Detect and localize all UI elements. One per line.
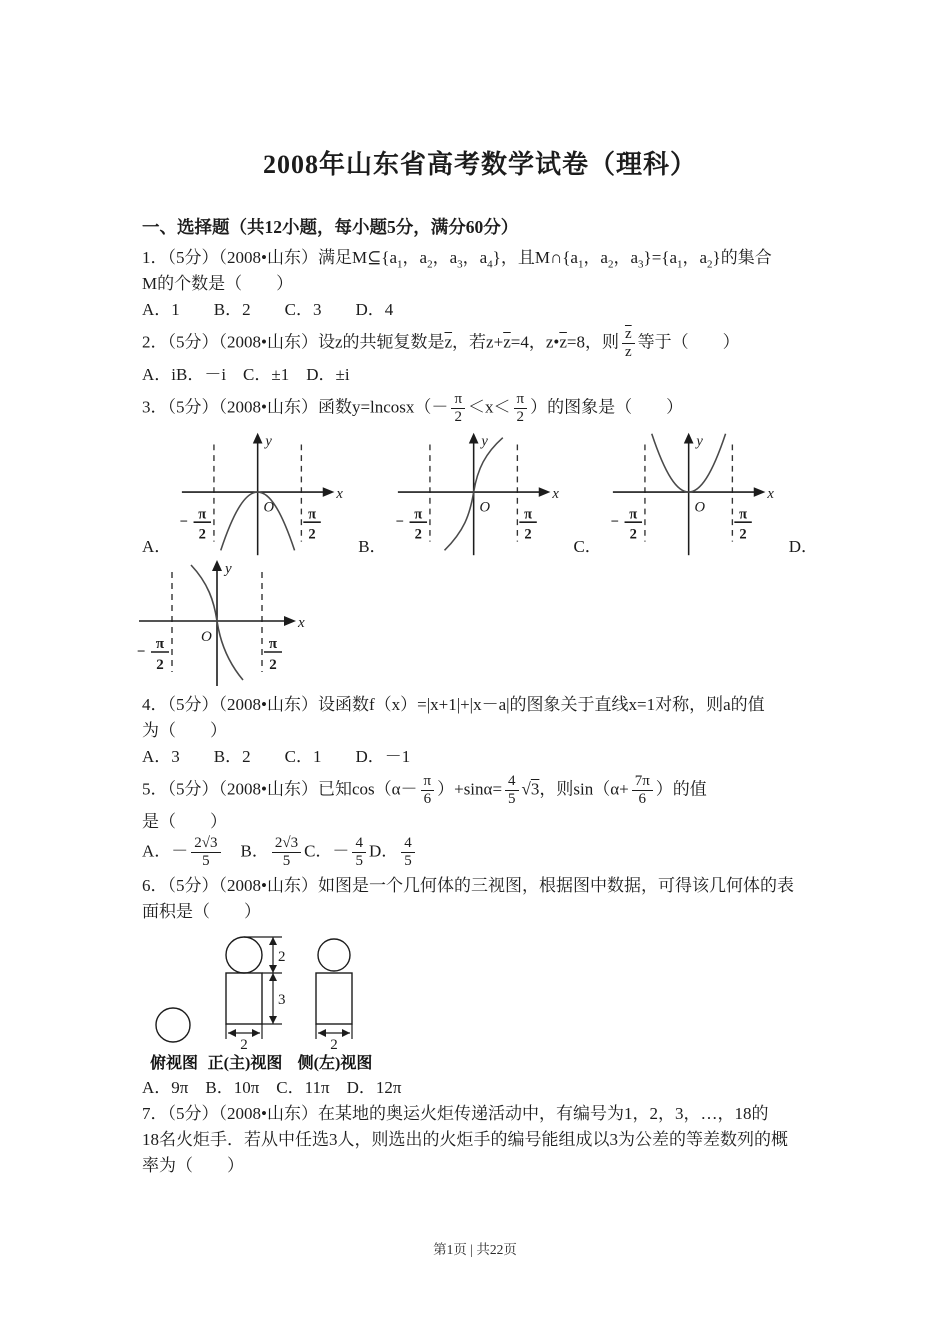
x-axis-label: x: [298, 615, 305, 631]
q3-graph-a: [178, 430, 351, 558]
origin-label: O: [479, 499, 490, 516]
two-denominator: 2: [269, 657, 277, 673]
two-denominator: 2: [739, 526, 747, 543]
minus-sign: −: [610, 514, 619, 531]
dim-front-width: 2: [240, 1037, 248, 1053]
two-denominator: 2: [156, 657, 164, 673]
pi-numerator: π: [308, 506, 317, 523]
q1-text-line1: 1．（5分）（2008•山东）满足$M⊆\{a_1$，$a_2$，$a_3$，$a_4$}，且$M\cap\{a_1$，$a_2$，$a_3\}=\{a_1$，$a_2$}的集合: [142, 248, 772, 271]
two-denominator: 2: [308, 526, 316, 543]
q6-options: A．9π B．10π C．11π D．12π: [142, 1078, 402, 1097]
side-view-caption: 侧(左)视图: [297, 1055, 373, 1072]
minus-sign: −: [136, 644, 146, 660]
dim-side-width: 2: [330, 1037, 338, 1053]
pi-numerator: π: [155, 636, 165, 652]
origin-label: O: [201, 629, 212, 645]
q2-text-line1: 2．（5分）（2008•山东）设z的共轭复数是$\overline{z}$，若$z+\overline{z}=4$，$z•\overline{z}=8$，则 $\frac{\overline{z}}{z}$ 等于（ ）: [142, 326, 740, 361]
section-1-header: 一、选择题（共12小题，每小题5分，满分60分）: [142, 217, 519, 237]
q4-text-line2: 为（ ）: [142, 721, 227, 740]
q3-choice-c-label: C．: [573, 537, 602, 556]
pi-numerator: π: [413, 506, 422, 523]
minus-sign: −: [395, 514, 404, 531]
x-axis-label: x: [551, 485, 559, 502]
pi-numerator: π: [629, 506, 638, 523]
front-view-caption: 正(主)视图: [207, 1055, 283, 1072]
page-footer: 第1页 | 共22页: [433, 1242, 517, 1257]
q5-text-line1: 5．（5分）（2008•山东）已知cos（α－ $\frac{\pi}{6}$ ）+sinα= $\frac{4}{5}$ √3，则sin（α+ $\frac{7\pi}{6}$ ）的值: [142, 773, 707, 808]
origin-label: O: [694, 499, 705, 516]
two-denominator: 2: [198, 526, 207, 543]
q7-text-line1: 7．（5分）（2008•山东）在某地的奥运火炬传递活动中，有编号为1，2，3，…，18的: [142, 1104, 769, 1123]
q6-text-line1: 6．（5分）（2008•山东）如图是一个几何体的三视图，根据图中数据，可得该几何体的表: [142, 876, 794, 895]
page-content: [136, 146, 819, 1179]
origin-label: O: [263, 499, 275, 516]
pi-numerator: π: [268, 636, 278, 652]
q7-text-line3: 率为（ ）: [142, 1156, 244, 1175]
q1-options: A．1 B．2 C．3 D．4: [142, 300, 394, 319]
top-view-circle: [156, 1008, 190, 1042]
front-view-rect: [226, 973, 262, 1024]
q3-text-line1: 3．（5分）（2008•山东）函数y=lncosx（－ $\frac{\pi}{2}$ ＜x＜ $\frac{\pi}{2}$ ）的图象是（ ）: [142, 390, 684, 425]
q4-text-line1: 4．（5分）（2008•山东）设函数f（x）=|x+1|+|x－a|的图象关于直线x=1对称，则a的值: [142, 695, 765, 714]
pi-numerator: π: [523, 506, 532, 523]
y-axis-label: y: [696, 433, 703, 450]
q4-options: A．3 B．2 C．1 D．－1: [142, 747, 411, 766]
dim-circle-height: 2: [278, 949, 286, 965]
y-axis-label: y: [480, 433, 488, 450]
dim-rect-height: 3: [278, 992, 286, 1008]
side-view-circle: [318, 939, 350, 971]
two-denominator: 2: [629, 526, 637, 543]
q6-text-line2: 面积是（ ）: [142, 902, 261, 921]
y-axis-label: y: [265, 433, 273, 450]
pi-numerator: π: [198, 506, 207, 523]
q3-graph-b: [394, 430, 567, 558]
x-axis-label: x: [336, 485, 344, 502]
q6-three-view-figure: [144, 927, 406, 1075]
top-view-caption: 俯视图: [149, 1055, 199, 1072]
q5-options: A．－ $\frac{2√3}{5}$ B． $\frac{2√3}{5}$ C．－ $\frac{4}{5}$ D． $\frac{4}{5}$: [142, 835, 818, 871]
front-view-circle: [226, 937, 262, 973]
q3-graph-c: [609, 430, 782, 558]
q2-options: A．iB．－i C．±1 D．±i: [142, 364, 350, 384]
two-denominator: 2: [523, 526, 532, 543]
pi-numerator: π: [738, 506, 747, 523]
q3-choice-d-label: D．: [788, 537, 819, 556]
q3-choice-a-label: A．: [142, 537, 172, 556]
q3-choice-b-label: B．: [358, 537, 387, 556]
q3-graph-d-row: [135, 560, 818, 686]
q5-text-line2: 是（ ）: [142, 811, 227, 831]
minus-sign: −: [179, 514, 189, 531]
q3-graph-row: [142, 430, 818, 558]
page-title: 2008年山东省高考数学试卷（理科）: [262, 150, 697, 179]
x-axis-label: x: [767, 485, 774, 502]
y-axis-label: y: [225, 561, 232, 577]
q1-text-line2: M的个数是（ ）: [142, 274, 294, 293]
side-view-rect: [316, 973, 352, 1024]
two-denominator: 2: [414, 526, 422, 543]
q3-graph-d: [135, 560, 313, 686]
q7-text-line2: 18名火炬手．若从中任选3人，则选出的火炬手的编号能组成以3为公差的等差数列的概: [142, 1130, 788, 1149]
